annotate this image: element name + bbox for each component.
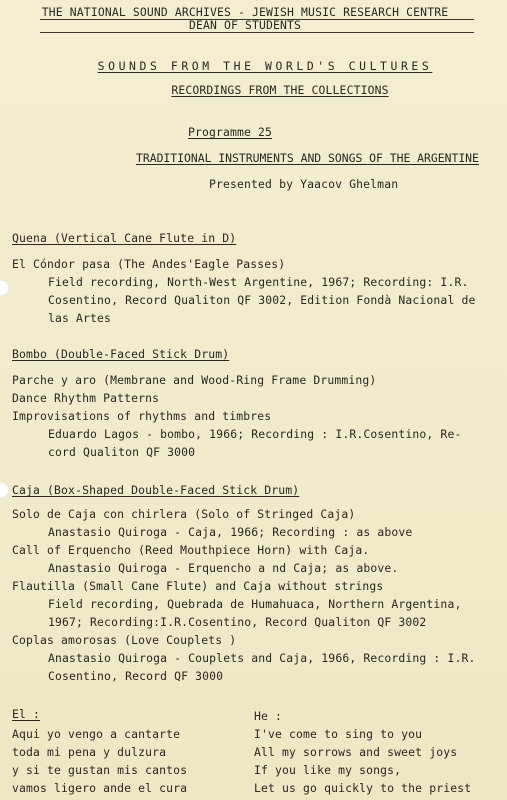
track-detail: Field recording, North-West Argentine, 1967; Recording: I.R.: [48, 275, 469, 289]
punch-hole: [0, 482, 10, 498]
punch-hole: [0, 280, 10, 296]
track-title: El Cóndor pasa (The Andes'Eagle Passes): [12, 257, 286, 271]
lyric-line-original: Aqui yo vengo a cantarte: [12, 727, 181, 741]
track-detail: Field recording, Quebrada de Humahuaca, Northern Argentina,: [48, 597, 462, 611]
programme-number: Programme 25: [187, 125, 273, 139]
track-title: Coplas amorosas (Love Couplets ): [12, 633, 237, 647]
track-title: Call of Erquencho (Reed Mouthpiece Horn) with Caja.: [12, 543, 370, 557]
lyrics-speaker-original: El :: [12, 707, 41, 721]
track-title: Parche y aro (Membrane and Wood-Ring Frame Drumming): [12, 373, 377, 387]
track-detail: Cosentino, Record Qualiton QF 3002, Edition Fondà Nacional de: [48, 293, 476, 307]
header-rule: [40, 32, 474, 33]
lyric-line-translation: All my sorrows and sweet joys: [254, 745, 458, 759]
track-detail: Anastasio Quiroga - Caja, 1966; Recording : as above: [48, 525, 413, 539]
department-line: DEAN OF STUDENTS: [188, 18, 302, 32]
track-detail: 1967; Recording:I.R.Cosentino, Record Qualiton QF 3002: [48, 615, 427, 629]
lyric-line-translation: If you like my songs,: [254, 763, 402, 777]
section-heading: Caja (Box-Shaped Double-Faced Stick Drum): [12, 483, 300, 497]
track-title: Solo de Caja con chirlera (Solo of Stringed Caja): [12, 507, 356, 521]
lyric-line-original: vamos ligero ande el cura: [12, 781, 188, 795]
lyrics-speaker-translation: He :: [254, 709, 283, 723]
lyric-line-original: toda mi pena y dulzura: [12, 745, 167, 759]
track-detail: Eduardo Lagos - bombo, 1966; Recording : I.R.Cosentino, Re-: [48, 427, 462, 441]
track-title: Flautilla (Small Cane Flute) and Caja without strings: [12, 579, 384, 593]
lyric-line-translation: Let us go quickly to the priest: [254, 781, 472, 795]
track-detail: Cosentino, Record QF 3000: [48, 669, 224, 683]
track-detail: Anastasio Quiroga - Couplets and Caja, 1966, Recording : I.R.: [48, 651, 476, 665]
section-heading: Bombo (Double-Faced Stick Drum): [12, 347, 230, 361]
lyric-line-translation: I've come to sing to you: [254, 727, 423, 741]
series-subtitle: RECORDINGS FROM THE COLLECTIONS: [171, 83, 389, 97]
series-title: SOUNDS FROM THE WORLD'S CULTURES: [97, 59, 433, 73]
presenter: Presented by Yaacov Ghelman: [209, 177, 399, 191]
institution-line: THE NATIONAL SOUND ARCHIVES - JEWISH MUSIC RESEARCH CENTRE: [41, 5, 449, 19]
track-title: Dance Rhythm Patterns: [12, 391, 160, 405]
track-detail: cord Qualiton QF 3000: [48, 445, 196, 459]
programme-title: TRADITIONAL INSTRUMENTS AND SONGS OF THE ARGENTINE: [136, 151, 479, 165]
track-detail: Anastasio Quiroga - Erquencho a nd Caja; as above.: [48, 561, 399, 575]
section-heading: Quena (Vertical Cane Flute in D): [12, 231, 237, 245]
track-title: Improvisations of rhythms and timbres: [12, 409, 272, 423]
track-detail: las Artes: [48, 311, 112, 325]
lyric-line-original: y si te gustan mis cantos: [12, 763, 188, 777]
